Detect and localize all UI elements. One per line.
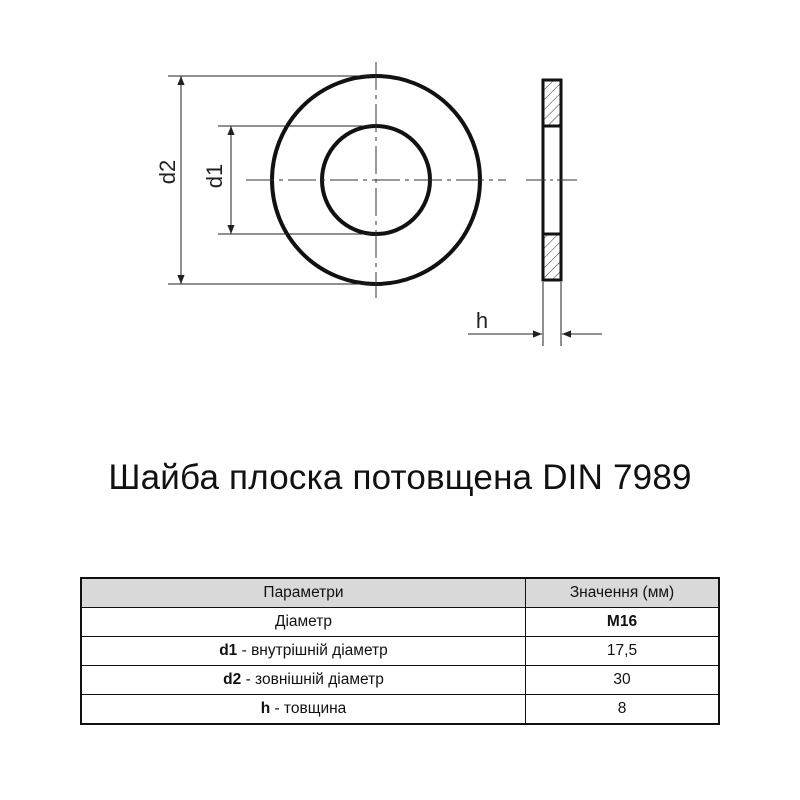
value-cell: 8 (526, 695, 720, 725)
table-header-row (81, 578, 719, 608)
h-label: h (475, 308, 489, 333)
param-key: d1 (219, 642, 238, 659)
param-desc: Діаметр (274, 613, 333, 630)
d2-label: d2 (155, 159, 180, 185)
param-desc: - внутрішній діаметр (237, 642, 388, 659)
column-header-values: Значення (мм) (526, 578, 720, 608)
value-cell: 30 (526, 666, 720, 695)
param-cell (81, 637, 526, 666)
param-cell (81, 666, 526, 695)
d1-label: d1 (202, 163, 227, 189)
parameters-table (80, 577, 720, 725)
table-row (81, 695, 719, 725)
table-row (81, 666, 719, 695)
param-key: d2 (223, 671, 242, 688)
column-header-parameters: Параметри (81, 578, 526, 608)
value-cell: M16 (526, 608, 720, 637)
table-row (81, 637, 719, 666)
param-cell (81, 695, 526, 725)
front-view (155, 62, 506, 298)
section-bottom-hatch (543, 234, 561, 280)
table-row (81, 608, 719, 637)
page-title: Шайба плоска потовщена DIN 7989 (108, 458, 692, 497)
value-cell: 17,5 (526, 637, 720, 666)
param-key: h (260, 700, 271, 717)
param-cell (81, 608, 526, 637)
param-desc: - зовнішній діаметр (241, 671, 384, 688)
side-view (468, 80, 602, 346)
param-desc: - товщина (270, 700, 347, 717)
section-top-hatch (543, 80, 561, 126)
